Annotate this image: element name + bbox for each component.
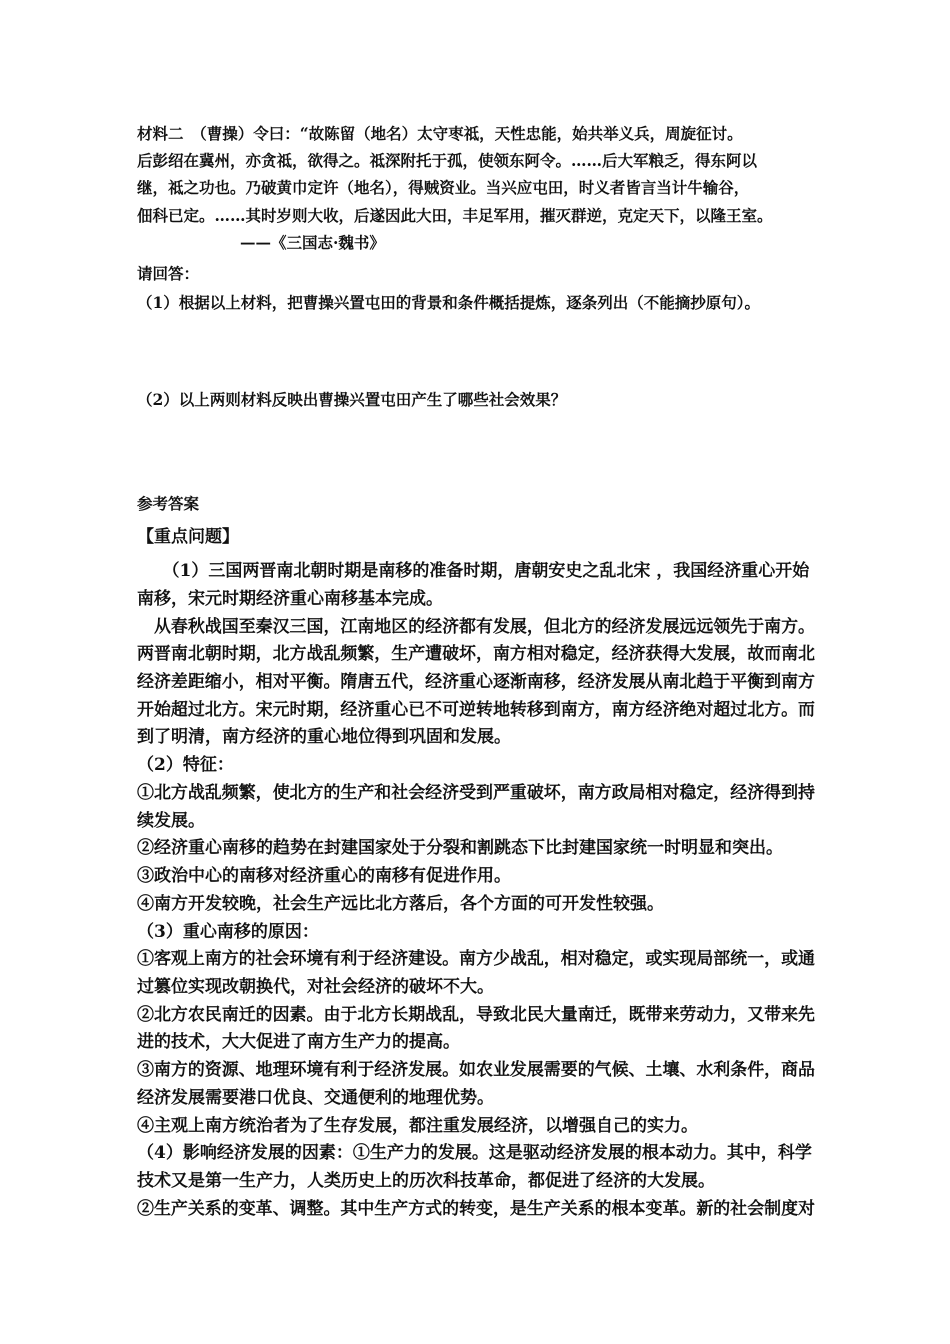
body-line: ②生产关系的变革、调整。其中生产方式的转变，是生产关系的根本变革。新的社会制度对 — [137, 1199, 815, 1219]
answer-prompt: 请回答： — [137, 264, 200, 283]
question-2: （2）以上两则材料反映出曹操兴置屯田产生了哪些社会效果？ — [137, 390, 567, 409]
body-line: 过篡位实现改朝换代，对社会经济的破坏不大。 — [137, 977, 494, 997]
body-line: ④主观上南方统治者为了生存发展，都注重发展经济，以增强自己的实力。 — [137, 1116, 698, 1136]
material2-line: 材料二 （曹操）令曰：“故陈留（地名）太守枣祗，天性忠能，始共举义兵，周旋征讨。 — [137, 124, 743, 143]
body-line: ②经济重心南移的趋势在封建国家处于分裂和割跳态下比封建国家统一时明显和突出。 — [137, 838, 783, 858]
section-heading: 【重点问题】 — [137, 527, 239, 547]
body-line: 从春秋战国至秦汉三国，江南地区的经济都有发展，但北方的经济发展远远领先于南方。 — [137, 617, 815, 637]
body-line: ②北方农民南迁的因素。由于北方长期战乱，导致北民大量南迁，既带来劳动力，又带来先 — [137, 1005, 815, 1025]
body-line: ③政治中心的南移对经济重心的南移有促进作用。 — [137, 866, 511, 886]
material2-line: 继，祗之功也。乃破黄巾定许（地名），得贼资业。当兴应屯田，时义者皆言当计牛输谷， — [137, 178, 750, 197]
answer-title: 参考答案 — [137, 494, 200, 513]
body-line: （4）影响经济发展的因素：①生产力的发展。这是驱动经济发展的根本动力。其中，科学 — [137, 1143, 812, 1163]
body-line: 经济发展需要港口优良、交通便利的地理优势。 — [137, 1088, 494, 1108]
body-line: （2）特征： — [137, 755, 234, 775]
body-line: 开始超过北方。宋元时期，经济重心已不可逆转地转移到南方，南方经济绝对超过北方。而 — [137, 700, 815, 720]
body-line: 两晋南北朝时期，北方战乱频繁，生产遭破坏，南方相对稳定，经济获得大发展，故而南北 — [137, 644, 815, 664]
body-line: 南移，宋元时期经济重心南移基本完成。 — [137, 589, 443, 609]
material2-line: 佃科已定。……其时岁则大收，后遂因此大田，丰足军用，摧灭群逆，克定天下，以隆王室。 — [137, 206, 773, 225]
body-line: 进的技术，大大促进了南方生产力的提高。 — [137, 1032, 460, 1052]
body-line: （3）重心南移的原因： — [137, 922, 319, 942]
body-line: ①北方战乱频繁，使北方的生产和社会经济受到严重破坏，南方政局相对稳定，经济得到持 — [137, 783, 815, 803]
body-line: ①客观上南方的社会环境有利于经济建设。南方少战乱，相对稳定，或实现局部统一，或通 — [137, 949, 815, 969]
body-line: 技术又是第一生产力，人类历史上的历次科技革命，都促进了经济的大发展。 — [137, 1171, 715, 1191]
body-line: 到了明清，南方经济的重心地位得到巩固和发展。 — [137, 727, 511, 747]
body-line: ③南方的资源、地理环境有利于经济发展。如农业发展需要的气候、土壤、水利条件，商品 — [137, 1060, 815, 1080]
material2-source: ——《三国志·魏书》 — [240, 233, 385, 252]
body-line: 经济差距缩小，相对平衡。隋唐五代，经济重心逐渐南移，经济发展从南北趋于平衡到南方 — [137, 672, 815, 692]
body-line: ④南方开发较晚，社会生产远比北方落后，各个方面的可开发性较强。 — [137, 894, 664, 914]
material2-line: 后彭绍在冀州，亦贪祗，欲得之。祗深附托于孤，使领东阿令。……后大军粮乏，得东阿以 — [137, 151, 758, 170]
body-line: 续发展。 — [137, 811, 205, 831]
question-1: （1）根据以上材料，把曹操兴置屯田的背景和条件概括提炼，逐条列出（不能摘抄原句）。 — [137, 293, 761, 312]
body-line: （1）三国两晋南北朝时期是南移的准备时期，唐朝安史之乱北宋 ，我国经济重心开始 — [137, 561, 810, 581]
